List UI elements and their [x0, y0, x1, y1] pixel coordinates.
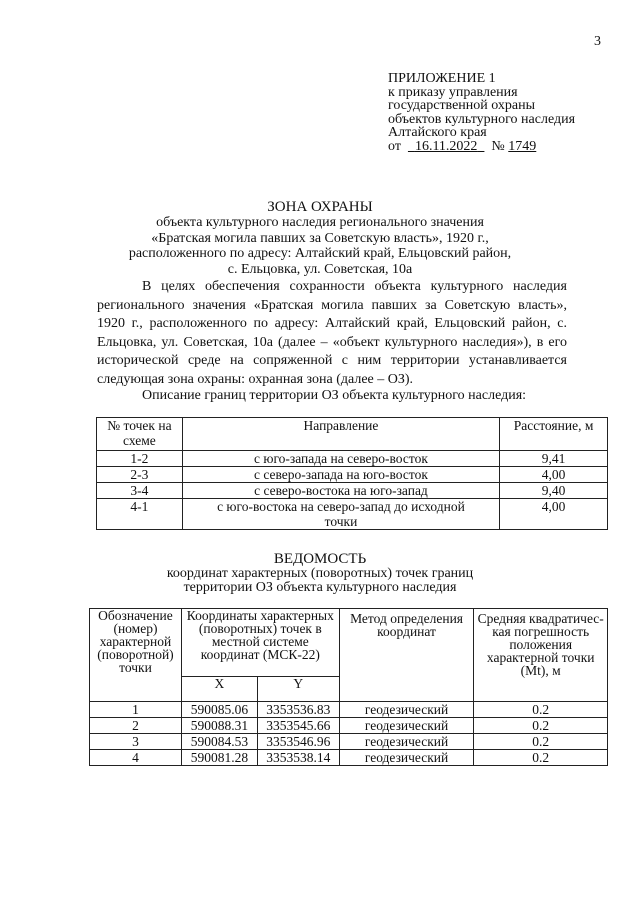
header-x: X [181, 677, 257, 702]
vedomost-block [0, 552, 640, 594]
appendix-title: ПРИЛОЖЕНИЕ 1 [388, 71, 496, 86]
appendix-header [388, 72, 575, 153]
cell-y: 3353546.96 [257, 734, 339, 750]
order-date: 16.11.2022 [414, 138, 478, 154]
cell-x: 590081.28 [181, 750, 257, 766]
table-header-row [90, 609, 608, 677]
cell-y: 3353536.83 [257, 702, 339, 718]
cell-method: геодезический [339, 718, 474, 734]
appendix-date-line [388, 140, 575, 154]
page-number: 3 [594, 34, 601, 49]
cell-distance: 4,00 [500, 499, 608, 530]
appendix-line: объектов культурного наследия [388, 111, 576, 127]
cell-point: 1 [90, 702, 182, 718]
cell-points: 1-2 [97, 451, 183, 467]
cell-point: 4 [90, 750, 182, 766]
cell-x: 590085.06 [181, 702, 257, 718]
cell-method: геодезический [339, 734, 474, 750]
date-prefix: от [388, 138, 401, 154]
header-distance: Расстояние, м [500, 418, 608, 451]
order-number: 1749 [508, 138, 537, 154]
zone-subtitle-line: «Братская могила павших за Советскую власть», 1920 г., [151, 230, 489, 246]
number-prefix: № [491, 138, 505, 154]
table-row [90, 718, 608, 734]
header-coordinates: Координаты характерных (поворотных) точек в местной системе координат (МСК-22) [181, 609, 339, 677]
header-y: Y [257, 677, 339, 702]
header-points: № точек на схеме [97, 418, 183, 451]
header-point-id: Обозначение (номер) характерной (поворотной) точки [90, 609, 182, 702]
zone-subtitle-line: расположенного по адресу: Алтайский край, Ельцовский район, [128, 246, 512, 261]
cell-points: 4-1 [97, 499, 183, 530]
boundary-table [96, 417, 608, 530]
table-row [90, 750, 608, 766]
cell-points: 2-3 [97, 467, 183, 483]
cell-x: 590088.31 [181, 718, 257, 734]
zone-title: ЗОНА ОХРАНЫ [267, 199, 373, 215]
table-row [90, 734, 608, 750]
table-row [97, 499, 608, 530]
cell-distance: 4,00 [500, 467, 608, 483]
cell-direction: с юго-запада на северо-восток [182, 451, 499, 467]
cell-direction: с северо-запада на юго-восток [182, 467, 499, 483]
cell-direction: с северо-востока на юго-запад [182, 483, 499, 499]
appendix-line: к приказу управления [388, 84, 518, 100]
header-direction: Направление [182, 418, 499, 451]
cell-error: 0.2 [474, 702, 608, 718]
zone-title-block [0, 200, 640, 277]
cell-point: 3 [90, 734, 182, 750]
table-row [97, 451, 608, 467]
cell-x: 590084.53 [181, 734, 257, 750]
vedomost-title: ВЕДОМОСТЬ [273, 551, 367, 567]
header-error: Средняя квадратичес-кая погрешность положения характерной точки (Mt), м [474, 609, 608, 702]
appendix-line: государственной охраны [388, 98, 536, 113]
cell-error: 0.2 [474, 718, 608, 734]
appendix-line: Алтайского края [388, 125, 487, 140]
cell-error: 0.2 [474, 734, 608, 750]
cell-distance: 9,41 [500, 451, 608, 467]
header-method: Метод определения координат [339, 609, 474, 702]
boundary-description-label: Описание границ территории ОЗ объекта культурного наследия: [142, 388, 527, 403]
table-row [97, 467, 608, 483]
cell-method: геодезический [339, 702, 474, 718]
cell-point: 2 [90, 718, 182, 734]
cell-y: 3353538.14 [257, 750, 339, 766]
body-paragraph: В целях обеспечения сохранности объекта культурного наследия регионального значения «Братская могила павших за Советскую власть», 1920 г., расположенного по адресу: Алтайский край, Ельцовский район, с. Ельцовка, ул. Советская, 10а (далее – «объект культурного наследия»), в его исторической среде на сопряженной с ним территории устанавливается следующая зона охраны: охранная зона (далее – ОЗ). [97, 279, 567, 387]
vedomost-subtitle-line: координат характерных (поворотных) точек границ [166, 566, 474, 581]
cell-direction: с юго-востока на северо-запад до исходной точки [182, 499, 499, 530]
cell-method: геодезический [339, 750, 474, 766]
cell-points: 3-4 [97, 483, 183, 499]
table-row [97, 483, 608, 499]
table-row [90, 702, 608, 718]
table-header-row [97, 418, 608, 451]
cell-distance: 9,40 [500, 483, 608, 499]
zone-subtitle-line: объекта культурного наследия регионального значения [156, 215, 484, 230]
coordinates-table [89, 608, 608, 766]
zone-subtitle-line: с. Ельцовка, ул. Советская, 10а [227, 261, 413, 277]
cell-error: 0.2 [474, 750, 608, 766]
vedomost-subtitle-line: территории ОЗ объекта культурного наследия [183, 579, 457, 595]
cell-y: 3353545.66 [257, 718, 339, 734]
